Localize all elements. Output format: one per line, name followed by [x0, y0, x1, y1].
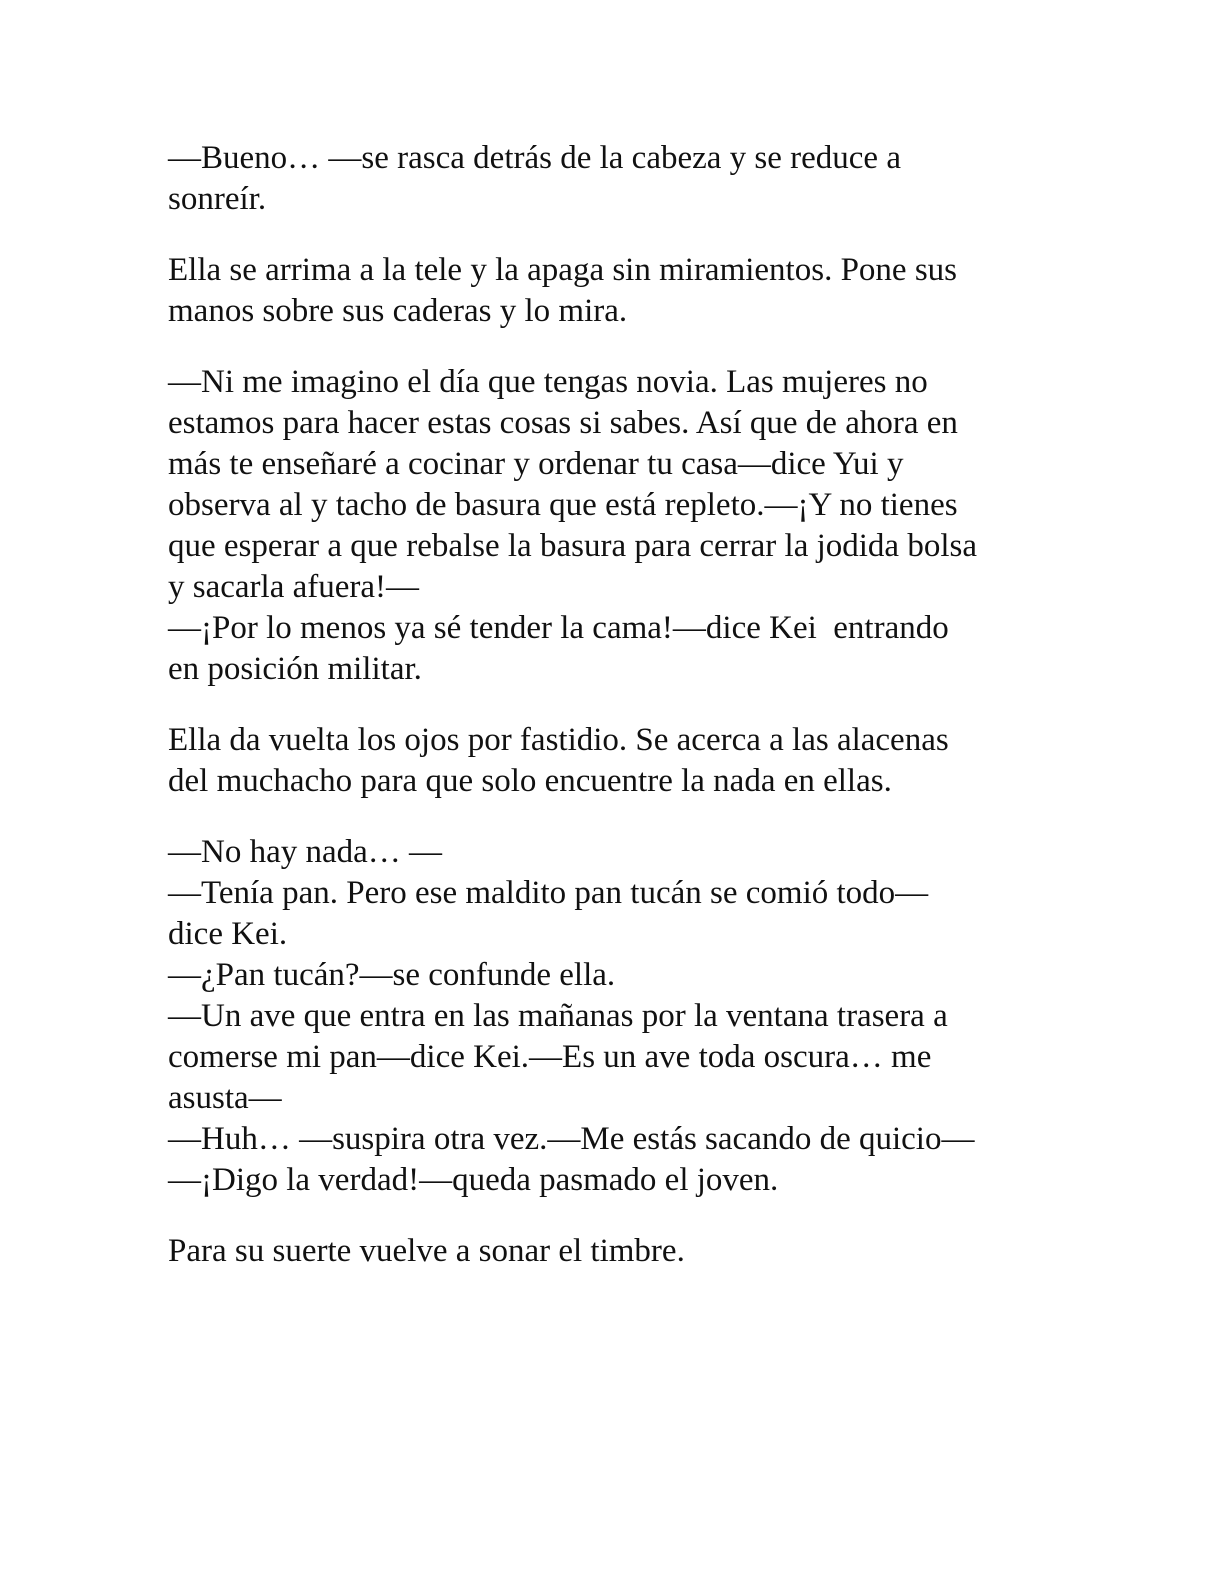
text-line: observa al y tacho de basura que está repleto.—¡Y no tienes	[168, 487, 958, 523]
paragraph-4	[168, 720, 1068, 802]
paragraph-5	[168, 832, 1068, 1201]
text-line: —¡Digo la verdad!—queda pasmado el joven.	[168, 1162, 779, 1198]
paragraph-6	[168, 1231, 1068, 1272]
text-line: del muchacho para que solo encuentre la nada en ellas.	[168, 763, 892, 799]
text-line: —Bueno… —se rasca detrás de la cabeza y se reduce a	[168, 140, 901, 176]
text-line: —Ni me imagino el día que tengas novia. Las mujeres no	[168, 364, 928, 400]
text-line: —No hay nada… —	[168, 834, 443, 870]
text-line: manos sobre sus caderas y lo mira.	[168, 293, 628, 329]
text-line: —¡Por lo menos ya sé tender la cama!—dice Kei entrando	[168, 610, 949, 646]
text-line: asusta—	[168, 1080, 282, 1116]
text-line: y sacarla afuera!—	[168, 569, 419, 605]
text-line: —Huh… —suspira otra vez.—Me estás sacando de quicio—	[168, 1121, 975, 1157]
document-page	[168, 138, 1068, 1302]
text-line: en posición militar.	[168, 651, 422, 687]
text-line: comerse mi pan—dice Kei.—Es un ave toda oscura… me	[168, 1039, 932, 1075]
text-line: estamos para hacer estas cosas si sabes. Así que de ahora en	[168, 405, 958, 441]
text-line: dice Kei.	[168, 916, 288, 952]
text-line: Ella da vuelta los ojos por fastidio. Se acerca a las alacenas	[168, 722, 949, 758]
paragraph-3	[168, 362, 1068, 690]
text-line: Para su suerte vuelve a sonar el timbre.	[168, 1233, 685, 1269]
paragraph-1	[168, 138, 1068, 220]
text-line: Ella se arrima a la tele y la apaga sin miramientos. Pone sus	[168, 252, 958, 288]
text-line: —Un ave que entra en las mañanas por la ventana trasera a	[168, 998, 948, 1034]
text-line: sonreír.	[168, 181, 267, 217]
text-line: —¿Pan tucán?—se confunde ella.	[168, 957, 616, 993]
paragraph-2	[168, 250, 1068, 332]
text-line: más te enseñaré a cocinar y ordenar tu casa—dice Yui y	[168, 446, 904, 482]
text-line: que esperar a que rebalse la basura para cerrar la jodida bolsa	[168, 528, 977, 564]
text-line: —Tenía pan. Pero ese maldito pan tucán se comió todo—	[168, 875, 929, 911]
